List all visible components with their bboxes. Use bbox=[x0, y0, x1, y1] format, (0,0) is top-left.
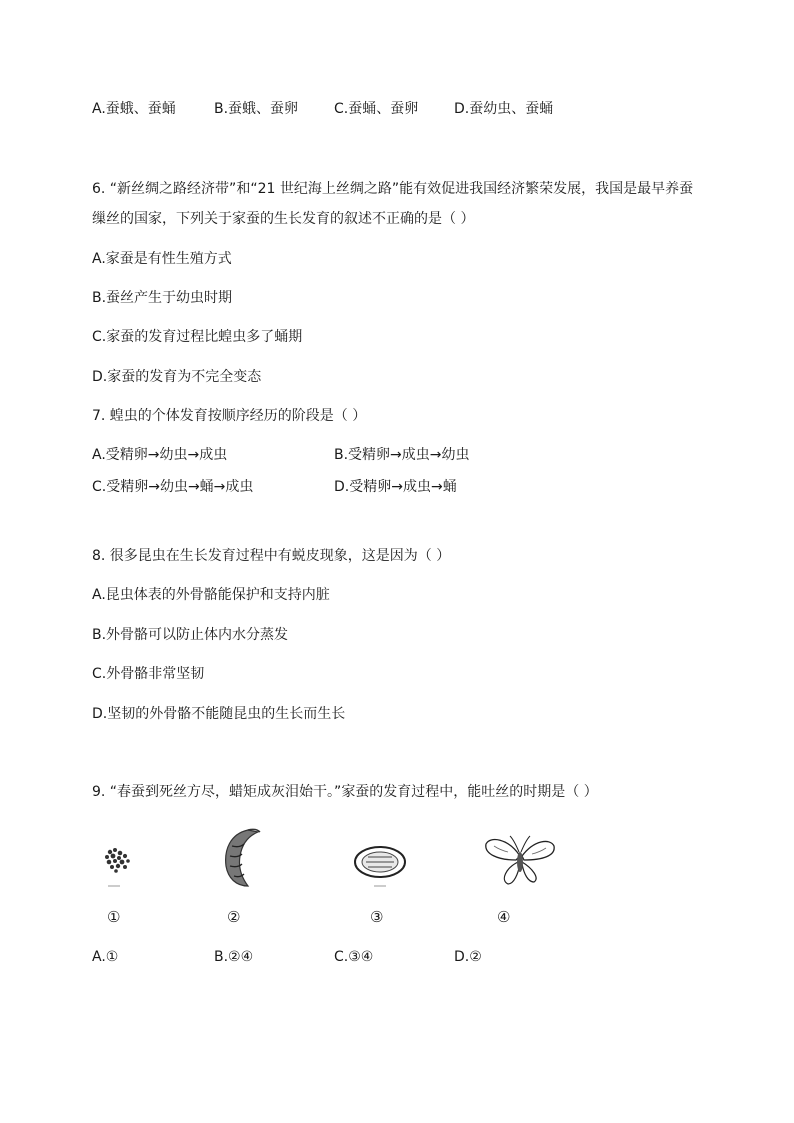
figure-label-4: ④ bbox=[497, 908, 511, 926]
figure-label-1: ① bbox=[107, 908, 121, 926]
silkworm-moth-image bbox=[480, 828, 560, 892]
q5-option-c: C.蚕蛹、蚕卵 bbox=[334, 101, 419, 117]
q6-option-a: A.家蚕是有性生殖方式 bbox=[92, 251, 232, 267]
q9-stem: 9. “春蚕到死丝方尽，蜡矩成灰泪始干。”家蚕的发育过程中，能吐丝的时期是（ ） bbox=[92, 784, 598, 800]
q6-stem-line2: 缫丝的国家，下列关于家蚕的生长发育的叙述不正确的是（ ） bbox=[92, 211, 475, 227]
q7-option-a: A.受精卵→幼虫→成虫 bbox=[92, 447, 228, 463]
q6-stem-line1: 6. “新丝绸之路经济带”和“21 世纪海上丝绸之路”能有效促进我国经济繁荣发展，我国是最早养蚕 bbox=[92, 181, 694, 197]
q5-option-d: D.蚕幼虫、蚕蛹 bbox=[454, 101, 554, 117]
q5-option-b: B.蚕蛾、蚕卵 bbox=[214, 101, 299, 117]
q9-option-b: B.②④ bbox=[214, 949, 254, 965]
q8-option-c: C.外骨骼非常坚韧 bbox=[92, 666, 205, 682]
figure-label-3: ③ bbox=[370, 908, 384, 926]
q9-option-d: D.② bbox=[454, 949, 482, 965]
q7-option-c: C.受精卵→幼虫→蛹→成虫 bbox=[92, 479, 254, 495]
q7-option-b: B.受精卵→成虫→幼虫 bbox=[334, 447, 470, 463]
q8-option-a: A.昆虫体表的外骨骼能保护和支持内脏 bbox=[92, 587, 330, 603]
silkworm-pupa-image bbox=[350, 840, 410, 890]
q8-option-d: D.坚韧的外骨骼不能随昆虫的生长而生长 bbox=[92, 706, 346, 722]
q9-option-a: A.① bbox=[92, 949, 119, 965]
q7-stem: 7. 蝗虫的个体发育按顺序经历的阶段是（ ） bbox=[92, 408, 367, 424]
q8-option-b: B.外骨骼可以防止体内水分蒸发 bbox=[92, 627, 289, 643]
q6-option-c: C.家蚕的发育过程比蝗虫多了蛹期 bbox=[92, 329, 303, 345]
q7-option-d: D.受精卵→成虫→蛹 bbox=[334, 479, 457, 495]
silkworm-larva-image bbox=[218, 826, 268, 892]
q5-option-a: A.蚕蛾、蚕蛹 bbox=[92, 101, 176, 117]
q6-option-d: D.家蚕的发育为不完全变态 bbox=[92, 369, 262, 385]
silkworm-eggs-image bbox=[98, 842, 138, 890]
figure-label-2: ② bbox=[227, 908, 241, 926]
q6-option-b: B.蚕丝产生于幼虫时期 bbox=[92, 290, 233, 306]
q8-stem: 8. 很多昆虫在生长发育过程中有蜕皮现象，这是因为（ ） bbox=[92, 548, 451, 564]
q9-option-c: C.③④ bbox=[334, 949, 374, 965]
